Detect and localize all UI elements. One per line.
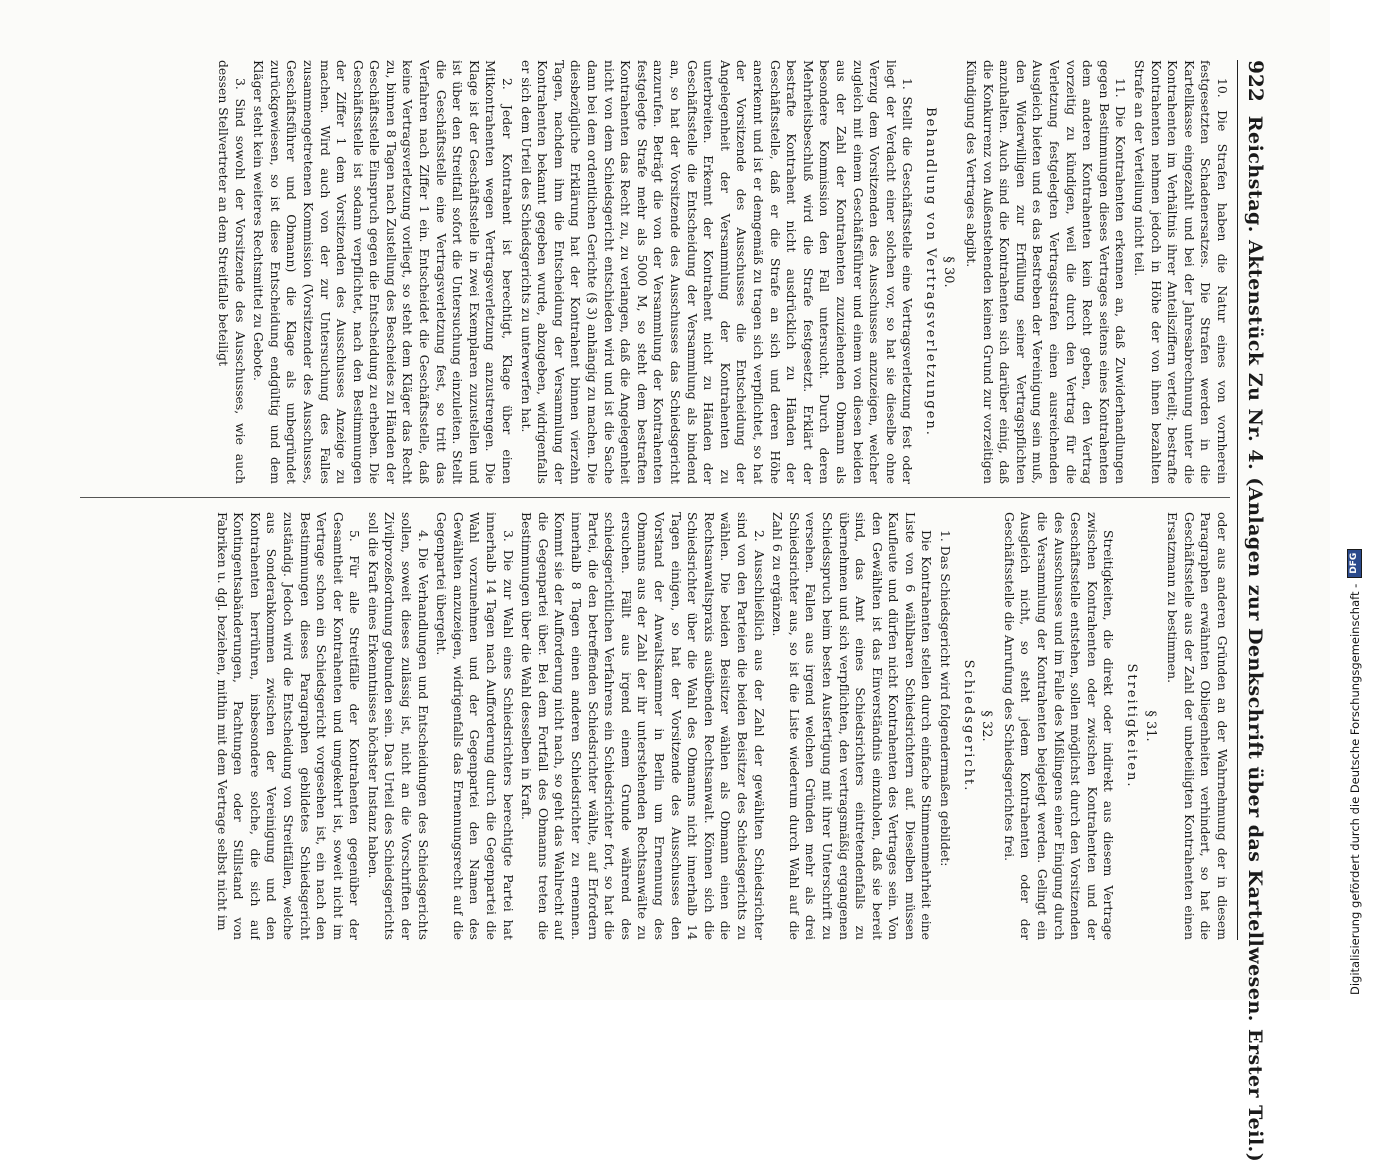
left-text-column xyxy=(80,60,1230,484)
section-32-para-3: 3. Die zur Wahl eines Schiedsrichters berechtigte Partei hat innerhalb 14 Tagen nach Aufforderung durch die Gegenpartei die Wahl vorzunehmen und der Gegenpartei den Namen des Gewählten anzuzeigen, widrigenfalls das Ernennungsrecht auf die Gegenpartei übergeht. xyxy=(434,512,516,940)
section-30-title: Behandlung von Vertragsverletzungen. xyxy=(922,107,938,437)
section-30-para-1: 1. Stellt die Geschäftsstelle eine Vertragsverletzung fest oder liegt der Verdacht einer solchen vor, so hat sie dieselbe ohne Verzug dem Vorsitzenden des Ausschusses anzuzeigen, welcher zugleich mit einem Geschäftsführer und einem von diesen beiden aus der Zahl der Kontrahenten zuzuziehenden Obmann als besondere Kommission den Fall untersucht. Durch deren Mehrheitsbeschluß wird die Strafe festgesetzt. Erklärt der bestrafte Kontrahent nicht ausdrücklich zu Händen der Geschäftsstelle, daß er die Strafe an sich und deren Höhe anerkennt und ist er demgemäß zu tragen sich verpflichtet, so hat der Vorsitzende des Ausschusses die Entscheidung der Angelegenheit der Versammlung der Kontrahenten zu unterbreiten. Erkennt der Kontrahent nicht zu Händen der Geschäftsstelle die Entscheidung der Versammlung als bindend an, so hat der Vorsitzende des Ausschusses das Schiedsgericht anzurufen. Beträgt die von der Versammlung der Kontrahenten festgelegte Strafe mehr als 5000 M, so steht dem bestraften Kontrahenten das Recht zu, zu verlangen, daß die Angelegenheit nicht von dem Schiedsgericht entschieden wird und ist die Sache dann bei dem ordentlichen Gerichte (§ 3) anhängig zu machen. Die diesbezügliche Erklärung hat der Kontrahent binnen vierzehn Tagen, nachdem ihm die Entscheidung der Versammlung der Kontrahenten bekannt gegeben wurde, abzugeben, widrigenfalls er sich dem Urteil des Schiedsgerichts zu unterwerfen hat. xyxy=(518,60,916,484)
page-number: 922 xyxy=(1244,60,1268,102)
digitization-credit xyxy=(1347,549,1362,995)
section-30-para-3: 3. Sind sowohl der Vorsitzende des Ausschusses, wie auch dessen Stellvertreter an dem Streitfalle beteiligt xyxy=(215,60,248,484)
section-32-title: Schiedsgericht. xyxy=(960,659,976,793)
credit-text: Digitalisierung gefördert durch die Deutsche Forschungsgemeinschaft - xyxy=(1347,583,1362,995)
section-32-para-5: 5. Für alle Streitfälle der Kontrahenten gegenüber der Gesamtheit der Kontrahenten und umgekehrt ist, soweit nicht im Vertrage schon ein Schiedsgericht vorgesehen ist, ein nach den Bestimmungen dieses Paragraphen gebildetes Schiedsgericht zuständig. Jedoch wird die Entscheidung von Streitfällen, welche aus Sonderabkommen zwischen der Vereinigung und den Kontrahenten herrühren, insbesondere solche, die sich auf Kontingentsabänderungen, Pachtungen oder Stillstand von Fabriken u. dgl. beziehen, mithin mit dem Vertrage selbst nicht im xyxy=(214,512,363,940)
paragraph-11: 11. Die Kontrahenten erkennen an, daß Zuwiderhandlungen gegen Bestimmungen dieses Vertrages seitens eines Kontrahenten dem anderen Kontrahenten kein Recht geben, den Vertrag vorzeitig zu kündigen, weil die durch den Vertrag für die Verletzung festgelegten Vertragsstrafen einen ausreichenden Ausgleich bieten und es das Bestreben der Vereinigung sein muß, den Widerwilligen zur Erfüllung seiner Vertragspflichten anzuhalten. Auch sind die Kontrahenten sich darüber einig, daß die Konkurrenz von Außenstehenden keinen Grund zur vorzeitigen Kündigung des Vertrages abgibt. xyxy=(964,60,1129,484)
section-32-heading: § 32. xyxy=(979,710,995,742)
section-32-para-1: 1. Das Schiedsgericht wird folgendermaßen gebildet: xyxy=(938,530,954,867)
paragraph-10: 10. Die Strafen haben die Natur eines von vornherein festgesetzten Schadenersatzes. Die Strafen werden in die Kartellkasse eingezahlt und bei der Jahresabrechnung unter die Kontrahenten im Verhältnis ihrer Anteilsziffern verteilt; bestrafte Kontrahenten nehmen jedoch in Höhe der von ihnen bezahlten Strafe an der Verteilung nicht teil. xyxy=(1132,60,1230,484)
section-31-title: Streitigkeiten. xyxy=(1124,663,1140,789)
section-30-heading: § 30. xyxy=(941,256,957,288)
running-title: Reichstag. Aktenstück Zu Nr. 4. (Anlagen zur Denkschrift über das Kartellwesen. Erster Teil.) xyxy=(1244,115,1266,1162)
page-header xyxy=(1237,60,1268,1162)
dfg-logo-icon: DFG xyxy=(1347,549,1362,578)
section-31-para-1: Streitigkeiten, die direkt oder indirekt aus diesem Vertrage zwischen Kontrahenten oder zwischen Kontrahenten und der Geschäftsstelle entstehen, sollen möglichst durch den Vorsitzenden des Ausschusses und im Falle des Mißlingens einer Einigung durch die Versammlung der Kontrahenten beigelegt werden. Gelingt ein Ausgleich nicht, so steht jedem Kontrahenten oder der Geschäftsstelle die Anrufung des Schiedsgerichtes frei. xyxy=(1001,512,1117,940)
section-30-para-2: 2. Jeder Kontrahent ist berechtigt, Klage über einen Mitkontrahenten wegen Vertragsverletzung anzustrengen. Die Klage ist der Geschäftsstelle in zwei Exemplaren zuzustellen und ist über den Streitfall sofort die Untersuchung einzuleiten. Stellt die Geschäftsstelle eine Vertragsverletzung fest, so tritt das Verfahren nach Ziffer 1 ein. Entscheidet die Geschäftsstelle, daß keine Vertragsverletzung vorliegt, so steht dem Kläger das Recht zu, binnen 8 Tagen nach Zustellung des Bescheides zu Händen der Geschäftsstelle Einspruch gegen die Entscheidung zu erheben. Die Geschäftsstelle ist sodann verpflichtet, nach den Bestimmungen der Ziffer 1 dem Vorsitzenden des Ausschusses Anzeige zu machen. Wird auch von der zur Untersuchung des Falles zusammengetretenen Kommission (Vorsitzender des Ausschusses, Geschäftsführer und Obmann) die Klage als unbegründet zurückgewiesen, so ist diese Entscheidung endgültig und dem Kläger steht kein weiteres Rechtsmittel zu Gebote. xyxy=(251,60,516,484)
section-32-para-4: 4. Die Verhandlungen und Entscheidungen des Schiedsgerichts sollen, soweit dieses zulässig ist, nicht an die Vorschriften der Zivilprozeßordnung gebunden sein. Das Urteil des Schiedsgerichts soll die Kraft eines Erkenntnisses höchster Instanz haben. xyxy=(365,512,431,940)
column-divider xyxy=(80,497,1230,498)
continued-paragraph: oder aus anderen Gründen an der Wahrnehmung der in diesem Paragraphen erwähnten Obliegenheiten verhindert, so hat die Geschäftsstelle aus der Zahl der unbeteiligten Kontrahenten einen Ersatzmann zu bestimmen. xyxy=(1165,512,1230,940)
right-text-column xyxy=(80,512,1230,940)
section-31-heading: § 31. xyxy=(1142,710,1158,742)
section-32-para-1b: Die Kontrahenten stellen durch einfache Stimmenmehrheit eine Liste von 6 wählbaren Schiedsrichtern auf. Dieselben müssen Kaufleute und dürfen nicht Kontrahenten des Vertrages sein. Von den Gewählten ist das Einverständnis einzuholen, daß sie bereit sind, das Amt eines Schiedsrichters eintretendenfalls zu übernehmen und sich verpflichten, den vertragsmäßig ergangenen Schiedsspruch beim besten Ausfertigung mit ihrer Unterschrift zu versehen. Fallen aus irgend welchen Gründen mehr als drei Schiedsrichter aus, so ist die Liste wiederum durch Wahl auf die Zahl 6 zu ergänzen. xyxy=(770,512,935,940)
section-32-para-2: 2. Ausschließlich aus der Zahl der gewählten Schiedsrichter sind von den Parteien die beiden Beisitzer des Schiedsgerichts zu wählen. Die beiden Beisitzer wählen als Obmann einen die Rechtsanwaltspraxis ausübenden Rechtsanwalt. Können sich die Schiedsrichter über die Wahl des Obmanns nicht innerhalb 14 Tagen einigen, so hat der Vorsitzende des Ausschusses den Vorstand der Anwaltskammer in Berlin um Ernennung des Obmanns aus der Zahl der ihr unterstehenden Rechtsanwälte zu ersuchen. Fällt aus irgend einem Grunde während des schiedsgerichtlichen Verfahrens ein Schiedsrichter fort, so hat die Partei, die den betreffenden Schiedsrichter wählte, auf Erfordern innerhalb 8 Tagen einen anderen Schiedsrichter zu ernennen. Kommt sie der Aufforderung nicht nach, so geht das Wahlrecht auf die Gegenpartei über. Bei dem Fortfall des Obmanns treten die Bestimmungen über die Wahl desselben in Kraft. xyxy=(519,512,767,940)
